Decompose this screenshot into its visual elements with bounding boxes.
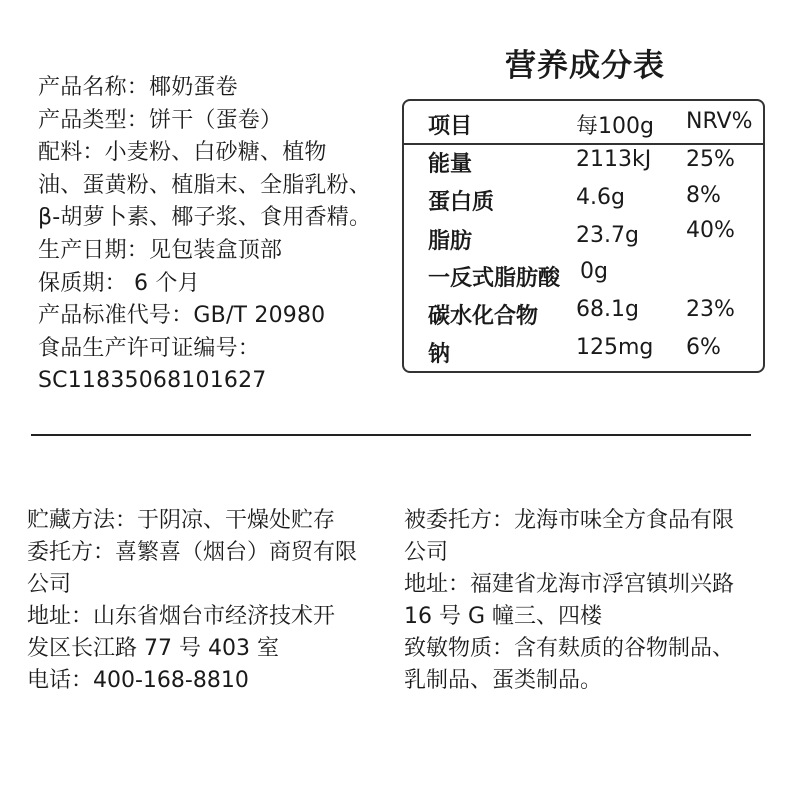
ingredients-line-3: β-胡萝卜素、椰子浆、食用香精。 xyxy=(38,205,372,231)
product-info xyxy=(38,72,394,398)
manufacturer-address-line-2: 16 号 G 幢三、四楼 xyxy=(404,604,603,629)
section-divider xyxy=(31,434,751,436)
production-date-line: 生产日期：见包装盒顶部 xyxy=(38,237,283,263)
client-address-line-2: 发区长江路 77 号 403 室 xyxy=(27,636,279,661)
nutrient-nrv: 6% xyxy=(686,335,721,360)
manufacturer-line-1: 被委托方：龙海市味全方食品有限 xyxy=(404,508,735,533)
license-label-line: 食品生产许可证编号： xyxy=(38,335,261,361)
storage-and-client-info xyxy=(27,505,397,697)
nutrient-nrv: 23% xyxy=(686,297,735,322)
nutrition-title: 营养成分表 xyxy=(505,48,665,84)
product-type-line: 产品类型：饼干（蛋卷） xyxy=(38,107,283,133)
nutrient-value: 68.1g xyxy=(576,297,639,322)
header-nrv: NRV% xyxy=(686,109,753,134)
nutrient-name: 能量 xyxy=(428,152,473,177)
allergen-line-1: 致敏物质：含有麸质的谷物制品、 xyxy=(404,636,735,661)
nutrition-header-row xyxy=(404,101,763,145)
client-line-2: 公司 xyxy=(27,572,72,597)
client-line-1: 委托方：喜繁喜（烟台）商贸有限 xyxy=(27,540,358,565)
header-per-100g: 每100g xyxy=(576,114,654,139)
nutrient-name: 碳水化合物 xyxy=(428,304,539,329)
manufacturer-line-2: 公司 xyxy=(404,540,449,565)
product-name-line: 产品名称：椰奶蛋卷 xyxy=(38,75,238,100)
nutrient-name: 钠 xyxy=(428,342,451,367)
nutrient-name: 脂肪 xyxy=(428,229,473,254)
storage-line: 贮藏方法：于阴凉、干燥处贮存 xyxy=(27,508,336,533)
header-item: 项目 xyxy=(428,114,473,139)
nutrient-value: 4.6g xyxy=(576,185,625,210)
license-number-line: SC11835068101627 xyxy=(38,368,267,394)
ingredients-line-1: 配料：小麦粉、白砂糖、植物 xyxy=(38,140,327,166)
nutrient-name: 一反式脂肪酸 xyxy=(428,266,561,291)
nutrient-value: 125mg xyxy=(576,335,654,360)
nutrient-nrv: 25% xyxy=(686,147,735,172)
nutrition-table xyxy=(402,99,765,373)
nutrient-value: 2113kJ xyxy=(576,147,652,172)
allergen-line-2: 乳制品、蛋类制品。 xyxy=(404,668,603,693)
client-address-line-1: 地址：山东省烟台市经济技术开 xyxy=(27,604,336,629)
manufacturer-address-line-1: 地址：福建省龙海市浮宫镇圳兴路 xyxy=(404,572,735,597)
nutrient-nrv: 8% xyxy=(686,183,721,208)
nutrient-value: 23.7g xyxy=(576,223,639,248)
nutrient-nrv: 40% xyxy=(686,218,735,243)
standard-code-line: 产品标准代号：GB/T 20980 xyxy=(38,303,326,329)
shelf-life-line: 保质期： 6 个月 xyxy=(38,270,200,296)
nutrient-value: 0g xyxy=(580,259,608,284)
phone-line: 电话：400-168-8810 xyxy=(27,668,249,693)
nutrient-name: 蛋白质 xyxy=(428,190,495,215)
manufacturer-info xyxy=(404,505,774,697)
ingredients-line-2: 油、蛋黄粉、植脂末、全脂乳粉、 xyxy=(38,172,372,198)
